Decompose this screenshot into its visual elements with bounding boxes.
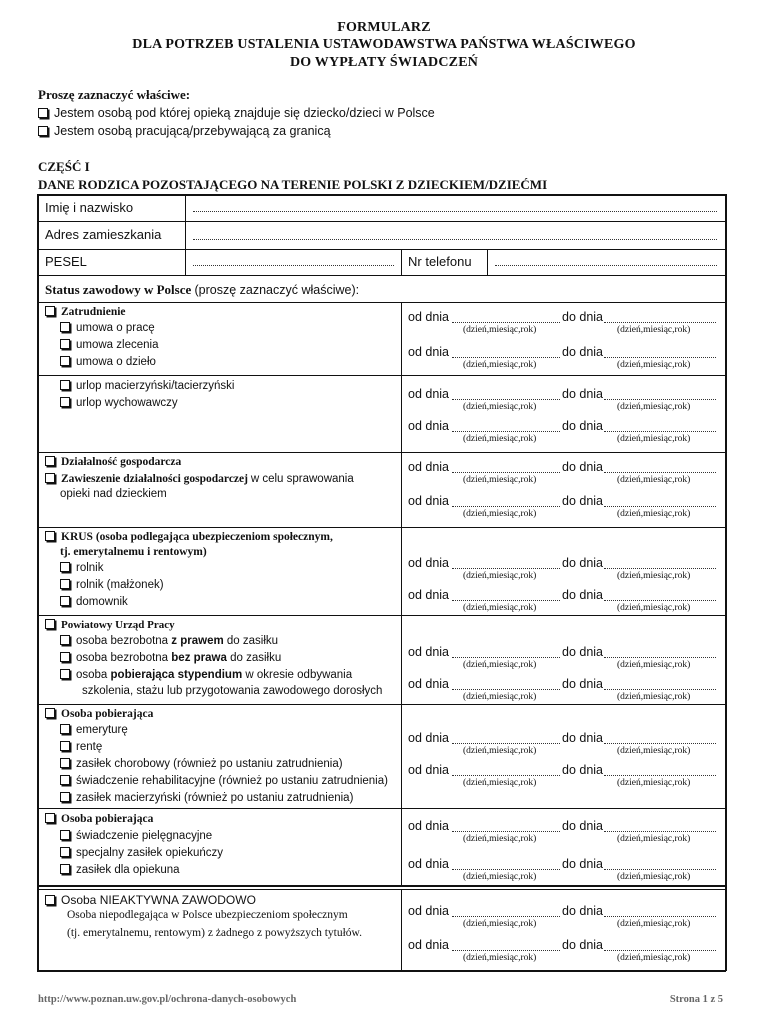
- employment-title-label: Zatrudnienie: [61, 306, 126, 318]
- item-pre: osoba bezrobotna: [76, 635, 172, 647]
- item-label: umowa o dzieło: [76, 356, 156, 368]
- date-format-caption: (dzień,miesiąc,rok): [617, 402, 691, 412]
- item-label: rentę: [76, 741, 103, 753]
- to-date-field[interactable]: [604, 399, 716, 400]
- from-date-label: od dnia: [408, 345, 450, 359]
- date-format-caption: (dzień,miesiąc,rok): [463, 571, 537, 581]
- checkbox[interactable]: [60, 652, 70, 662]
- to-date-label: do dnia: [562, 310, 604, 324]
- benefits-item-4[interactable]: [60, 775, 388, 787]
- item-bold: bez prawa: [171, 652, 227, 664]
- option-label: Jestem osobą pod której opieką znajduje się dziecko/dzieci w Polsce: [54, 106, 435, 120]
- date-format-caption: (dzień,miesiąc,rok): [617, 692, 691, 702]
- section-title: DANE RODZICA POZOSTAJĄCEGO NA TERENIE POLSKI Z DZIECKIEM/DZIEĆMI: [38, 177, 548, 192]
- from-date-label: od dnia: [408, 938, 450, 952]
- date-format-caption: (dzień,miesiąc,rok): [617, 872, 691, 882]
- pesel-field[interactable]: [193, 265, 394, 266]
- date-format-caption: (dzień,miesiąc,rok): [617, 360, 691, 370]
- date-format-caption: (dzień,miesiąc,rok): [463, 746, 537, 756]
- to-date-field[interactable]: [604, 831, 716, 832]
- to-date-label: do dnia: [562, 938, 604, 952]
- date-format-caption: (dzień,miesiąc,rok): [463, 778, 537, 788]
- item-label: domownik: [76, 596, 128, 608]
- to-date-field[interactable]: [604, 916, 716, 917]
- business-title-label: Działalność gospodarcza: [61, 456, 182, 468]
- checkbox[interactable]: [60, 596, 70, 606]
- from-date-label: od dnia: [408, 645, 450, 659]
- checkbox[interactable]: [60, 397, 70, 407]
- item-label: zasiłek dla opiekuna: [76, 864, 180, 876]
- employment-item-3[interactable]: [60, 356, 156, 368]
- pup-title-label: Powiatowy Urząd Pracy: [61, 619, 175, 631]
- employment-item-2[interactable]: [60, 339, 158, 351]
- business-title[interactable]: [45, 456, 181, 468]
- date-format-caption: (dzień,miesiąc,rok): [617, 660, 691, 670]
- phone-field[interactable]: [495, 265, 717, 266]
- date-format-caption: (dzień,miesiąc,rok): [463, 434, 537, 444]
- suspension-bold: Zawieszenie działalności gospodarczej: [61, 473, 248, 485]
- date-format-caption: (dzień,miesiąc,rok): [463, 325, 537, 335]
- checkbox[interactable]: [45, 895, 55, 905]
- to-date-label: do dnia: [562, 419, 604, 433]
- form-title: FORMULARZ: [337, 20, 431, 35]
- date-format-caption: (dzień,miesiąc,rok): [463, 953, 537, 963]
- from-date-label: od dnia: [408, 904, 450, 918]
- date-format-caption: (dzień,miesiąc,rok): [617, 746, 691, 756]
- name-field[interactable]: [193, 211, 717, 212]
- status-heading-note: (proszę zaznaczyć właściwe):: [194, 283, 360, 297]
- address-field[interactable]: [193, 239, 717, 240]
- to-date-label: do dnia: [562, 904, 604, 918]
- checkbox[interactable]: [60, 864, 70, 874]
- item-label: zasiłek chorobowy (również po ustaniu zatrudnienia): [76, 758, 343, 770]
- to-date-field[interactable]: [604, 869, 716, 870]
- care-item-1[interactable]: [60, 830, 212, 842]
- checkbox[interactable]: [60, 847, 70, 857]
- to-date-field[interactable]: [604, 657, 716, 658]
- inactive-title[interactable]: [45, 893, 256, 907]
- from-date-label: od dnia: [408, 588, 450, 602]
- from-date-field[interactable]: [452, 657, 560, 658]
- item-label: rolnik (małżonek): [76, 579, 164, 591]
- item-post: do zasiłku: [223, 635, 279, 647]
- to-date-field[interactable]: [604, 357, 716, 358]
- checkbox[interactable]: [60, 792, 70, 802]
- address-label: Adres zamieszkania: [45, 227, 162, 242]
- item-label: urlop wychowawczy: [76, 397, 178, 409]
- checkbox[interactable]: [45, 473, 55, 483]
- date-format-caption: (dzień,miesiąc,rok): [463, 360, 537, 370]
- krus-item-3[interactable]: [60, 596, 128, 608]
- name-label: Imię i nazwisko: [45, 200, 134, 215]
- item-label: świadczenie pielęgnacyjne: [76, 830, 213, 842]
- to-date-label: do dnia: [562, 857, 604, 871]
- checkbox[interactable]: [60, 356, 70, 366]
- to-date-label: do dnia: [562, 731, 604, 745]
- checkbox[interactable]: [60, 339, 70, 349]
- to-date-label: do dnia: [562, 763, 604, 777]
- checkbox[interactable]: [60, 322, 70, 332]
- pup-title[interactable]: [45, 619, 175, 631]
- from-date-field[interactable]: [452, 431, 560, 432]
- checkbox[interactable]: [60, 830, 70, 840]
- employment-title[interactable]: [45, 306, 126, 318]
- leave-item-1[interactable]: [60, 380, 235, 392]
- from-date-field[interactable]: [452, 916, 560, 917]
- date-format-caption: (dzień,miesiąc,rok): [463, 475, 537, 485]
- item-label: umowa zlecenia: [76, 339, 159, 351]
- checkbox[interactable]: [45, 456, 55, 466]
- item-bold: z prawem: [171, 635, 224, 647]
- to-date-label: do dnia: [562, 387, 604, 401]
- suspension-rest: w celu sprawowania: [250, 473, 354, 485]
- benefits-title[interactable]: [45, 708, 153, 720]
- care-item-2[interactable]: [60, 847, 223, 859]
- checkbox[interactable]: [60, 758, 70, 768]
- date-format-caption: (dzień,miesiąc,rok): [617, 325, 691, 335]
- to-date-field[interactable]: [604, 322, 716, 323]
- from-date-label: od dnia: [408, 731, 450, 745]
- date-format-caption: (dzień,miesiąc,rok): [617, 434, 691, 444]
- care-title-label: Osoba pobierająca: [61, 813, 154, 825]
- krus-title[interactable]: [45, 531, 333, 543]
- krus-item-2[interactable]: [60, 579, 164, 591]
- leave-item-2[interactable]: [60, 397, 178, 409]
- to-date-label: do dnia: [562, 645, 604, 659]
- from-date-label: od dnia: [408, 857, 450, 871]
- to-date-label: do dnia: [562, 556, 604, 570]
- date-format-caption: (dzień,miesiąc,rok): [617, 778, 691, 788]
- date-format-caption: (dzień,miesiąc,rok): [617, 603, 691, 613]
- benefits-item-1[interactable]: [60, 724, 128, 736]
- option-label: Jestem osobą pracującą/przebywającą za granicą: [54, 124, 331, 138]
- checkbox[interactable]: [60, 775, 70, 785]
- checkbox[interactable]: [60, 579, 70, 589]
- employment-item-1[interactable]: [60, 322, 155, 334]
- to-date-label: do dnia: [562, 345, 604, 359]
- care-item-3[interactable]: [60, 864, 180, 876]
- checkbox[interactable]: [38, 108, 48, 118]
- form-subtitle-line1: DLA POTRZEB USTALENIA USTAWODAWSTWA PAŃSTWA WŁAŚCIWEGO: [132, 37, 636, 52]
- benefits-title-label: Osoba pobierająca: [61, 708, 154, 720]
- date-format-caption: (dzień,miesiąc,rok): [463, 919, 537, 929]
- item-label: emeryturę: [76, 724, 128, 736]
- date-format-caption: (dzień,miesiąc,rok): [463, 834, 537, 844]
- checkbox[interactable]: [38, 126, 48, 136]
- inactive-line1: Osoba niepodlegająca w Polsce ubezpieczeniom społecznym: [67, 909, 348, 921]
- from-date-field[interactable]: [452, 472, 560, 473]
- from-date-field[interactable]: [452, 568, 560, 569]
- date-format-caption: (dzień,miesiąc,rok): [463, 402, 537, 412]
- from-date-field[interactable]: [452, 869, 560, 870]
- from-date-field[interactable]: [452, 506, 560, 507]
- from-date-field[interactable]: [452, 950, 560, 951]
- from-date-label: od dnia: [408, 494, 450, 508]
- checkbox[interactable]: [45, 708, 55, 718]
- checkbox[interactable]: [60, 741, 70, 751]
- date-format-caption: (dzień,miesiąc,rok): [617, 834, 691, 844]
- item-post: w okresie odbywania: [242, 669, 353, 681]
- benefits-item-5[interactable]: [60, 792, 353, 804]
- from-date-label: od dnia: [408, 677, 450, 691]
- inactive-title-label: Osoba NIEAKTYWNA ZAWODOWO: [61, 893, 256, 907]
- item-bold: pobierająca stypendium: [110, 669, 243, 681]
- date-format-caption: (dzień,miesiąc,rok): [617, 571, 691, 581]
- item-label: świadczenie rehabilitacyjne (również po ustaniu zatrudnienia): [76, 775, 388, 787]
- from-date-field[interactable]: [452, 600, 560, 601]
- intro-prompt: Proszę zaznaczyć właściwe:: [38, 87, 191, 102]
- item-label: umowa o pracę: [76, 322, 155, 334]
- checkbox[interactable]: [60, 669, 70, 679]
- from-date-label: od dnia: [408, 556, 450, 570]
- from-date-field[interactable]: [452, 775, 560, 776]
- to-date-label: do dnia: [562, 588, 604, 602]
- to-date-field[interactable]: [604, 600, 716, 601]
- benefits-item-3[interactable]: [60, 758, 343, 770]
- from-date-field[interactable]: [452, 689, 560, 690]
- item-label: specjalny zasiłek opiekuńczy: [76, 847, 224, 859]
- from-date-label: od dnia: [408, 763, 450, 777]
- checkbox[interactable]: [45, 531, 55, 541]
- business-suspension-line2: opieki nad dzieckiem: [60, 488, 167, 500]
- pup-item-1[interactable]: [60, 635, 278, 647]
- checkbox[interactable]: [45, 619, 55, 629]
- date-format-caption: (dzień,miesiąc,rok): [463, 660, 537, 670]
- from-date-field[interactable]: [452, 357, 560, 358]
- checkbox[interactable]: [60, 635, 70, 645]
- checkbox[interactable]: [45, 306, 55, 316]
- date-format-caption: (dzień,miesiąc,rok): [617, 509, 691, 519]
- to-date-field[interactable]: [604, 568, 716, 569]
- to-date-field[interactable]: [604, 950, 716, 951]
- pup-item-2[interactable]: [60, 652, 281, 664]
- checkbox[interactable]: [60, 380, 70, 390]
- item-label: zasiłek macierzyński (również po ustaniu zatrudnienia): [76, 792, 354, 804]
- benefits-item-2[interactable]: [60, 741, 102, 753]
- item-label: urlop macierzyński/tacierzyński: [76, 380, 235, 392]
- item-pre: osoba bezrobotna: [76, 652, 172, 664]
- date-format-caption: (dzień,miesiąc,rok): [617, 953, 691, 963]
- checkbox[interactable]: [45, 813, 55, 823]
- status-heading: [45, 282, 359, 298]
- intro-option-1[interactable]: [38, 106, 435, 120]
- phone-label: Nr telefonu: [408, 254, 472, 269]
- to-date-label: do dnia: [562, 494, 604, 508]
- pup-item-3[interactable]: [60, 669, 352, 681]
- to-date-field[interactable]: [604, 506, 716, 507]
- checkbox[interactable]: [60, 562, 70, 572]
- footer-page: Strona 1 z 5: [669, 994, 723, 1005]
- from-date-field[interactable]: [452, 399, 560, 400]
- item-pre: osoba: [76, 669, 111, 681]
- to-date-field[interactable]: [604, 431, 716, 432]
- date-format-caption: (dzień,miesiąc,rok): [463, 603, 537, 613]
- to-date-field[interactable]: [604, 689, 716, 690]
- to-date-field[interactable]: [604, 743, 716, 744]
- from-date-field[interactable]: [452, 322, 560, 323]
- to-date-label: do dnia: [562, 677, 604, 691]
- from-date-label: od dnia: [408, 460, 450, 474]
- date-format-caption: (dzień,miesiąc,rok): [463, 692, 537, 702]
- date-format-caption: (dzień,miesiąc,rok): [463, 509, 537, 519]
- business-suspension[interactable]: [45, 473, 354, 485]
- date-format-caption: (dzień,miesiąc,rok): [617, 919, 691, 929]
- from-date-label: od dnia: [408, 310, 450, 324]
- inactive-line2: (tj. emerytalnemu, rentowym) z żadnego z powyższych tytułów.: [67, 927, 362, 939]
- item-label: rolnik: [76, 562, 104, 574]
- to-date-label: do dnia: [562, 460, 604, 474]
- krus-title-line1: KRUS (osoba podlegająca ubezpieczeniom społecznym,: [61, 531, 333, 543]
- item-post: do zasiłku: [226, 652, 282, 664]
- pup-item-3-line2: szkolenia, stażu lub przygotowania zawodowego dorosłych: [82, 685, 383, 697]
- to-date-field[interactable]: [604, 775, 716, 776]
- pesel-label: PESEL: [45, 254, 87, 269]
- from-date-field[interactable]: [452, 743, 560, 744]
- to-date-label: do dnia: [562, 819, 604, 833]
- footer-url[interactable]: http://www.poznan.uw.gov.pl/ochrona-danych-osobowych: [38, 994, 297, 1005]
- date-format-caption: (dzień,miesiąc,rok): [463, 872, 537, 882]
- from-date-label: od dnia: [408, 387, 450, 401]
- intro-option-2[interactable]: [38, 124, 331, 138]
- checkbox[interactable]: [60, 724, 70, 734]
- care-title[interactable]: [45, 813, 153, 825]
- status-heading-bold: Status zawodowy w Polsce: [45, 282, 192, 297]
- krus-title-line2: tj. emerytalnemu i rentowym): [60, 546, 207, 558]
- from-date-label: od dnia: [408, 419, 450, 433]
- krus-item-1[interactable]: [60, 562, 103, 574]
- section-part: CZĘŚĆ I: [38, 159, 90, 174]
- to-date-field[interactable]: [604, 472, 716, 473]
- from-date-label: od dnia: [408, 819, 450, 833]
- date-format-caption: (dzień,miesiąc,rok): [617, 475, 691, 485]
- form-subtitle-line2: DO WYPŁATY ŚWIADCZEŃ: [289, 55, 479, 70]
- from-date-field[interactable]: [452, 831, 560, 832]
